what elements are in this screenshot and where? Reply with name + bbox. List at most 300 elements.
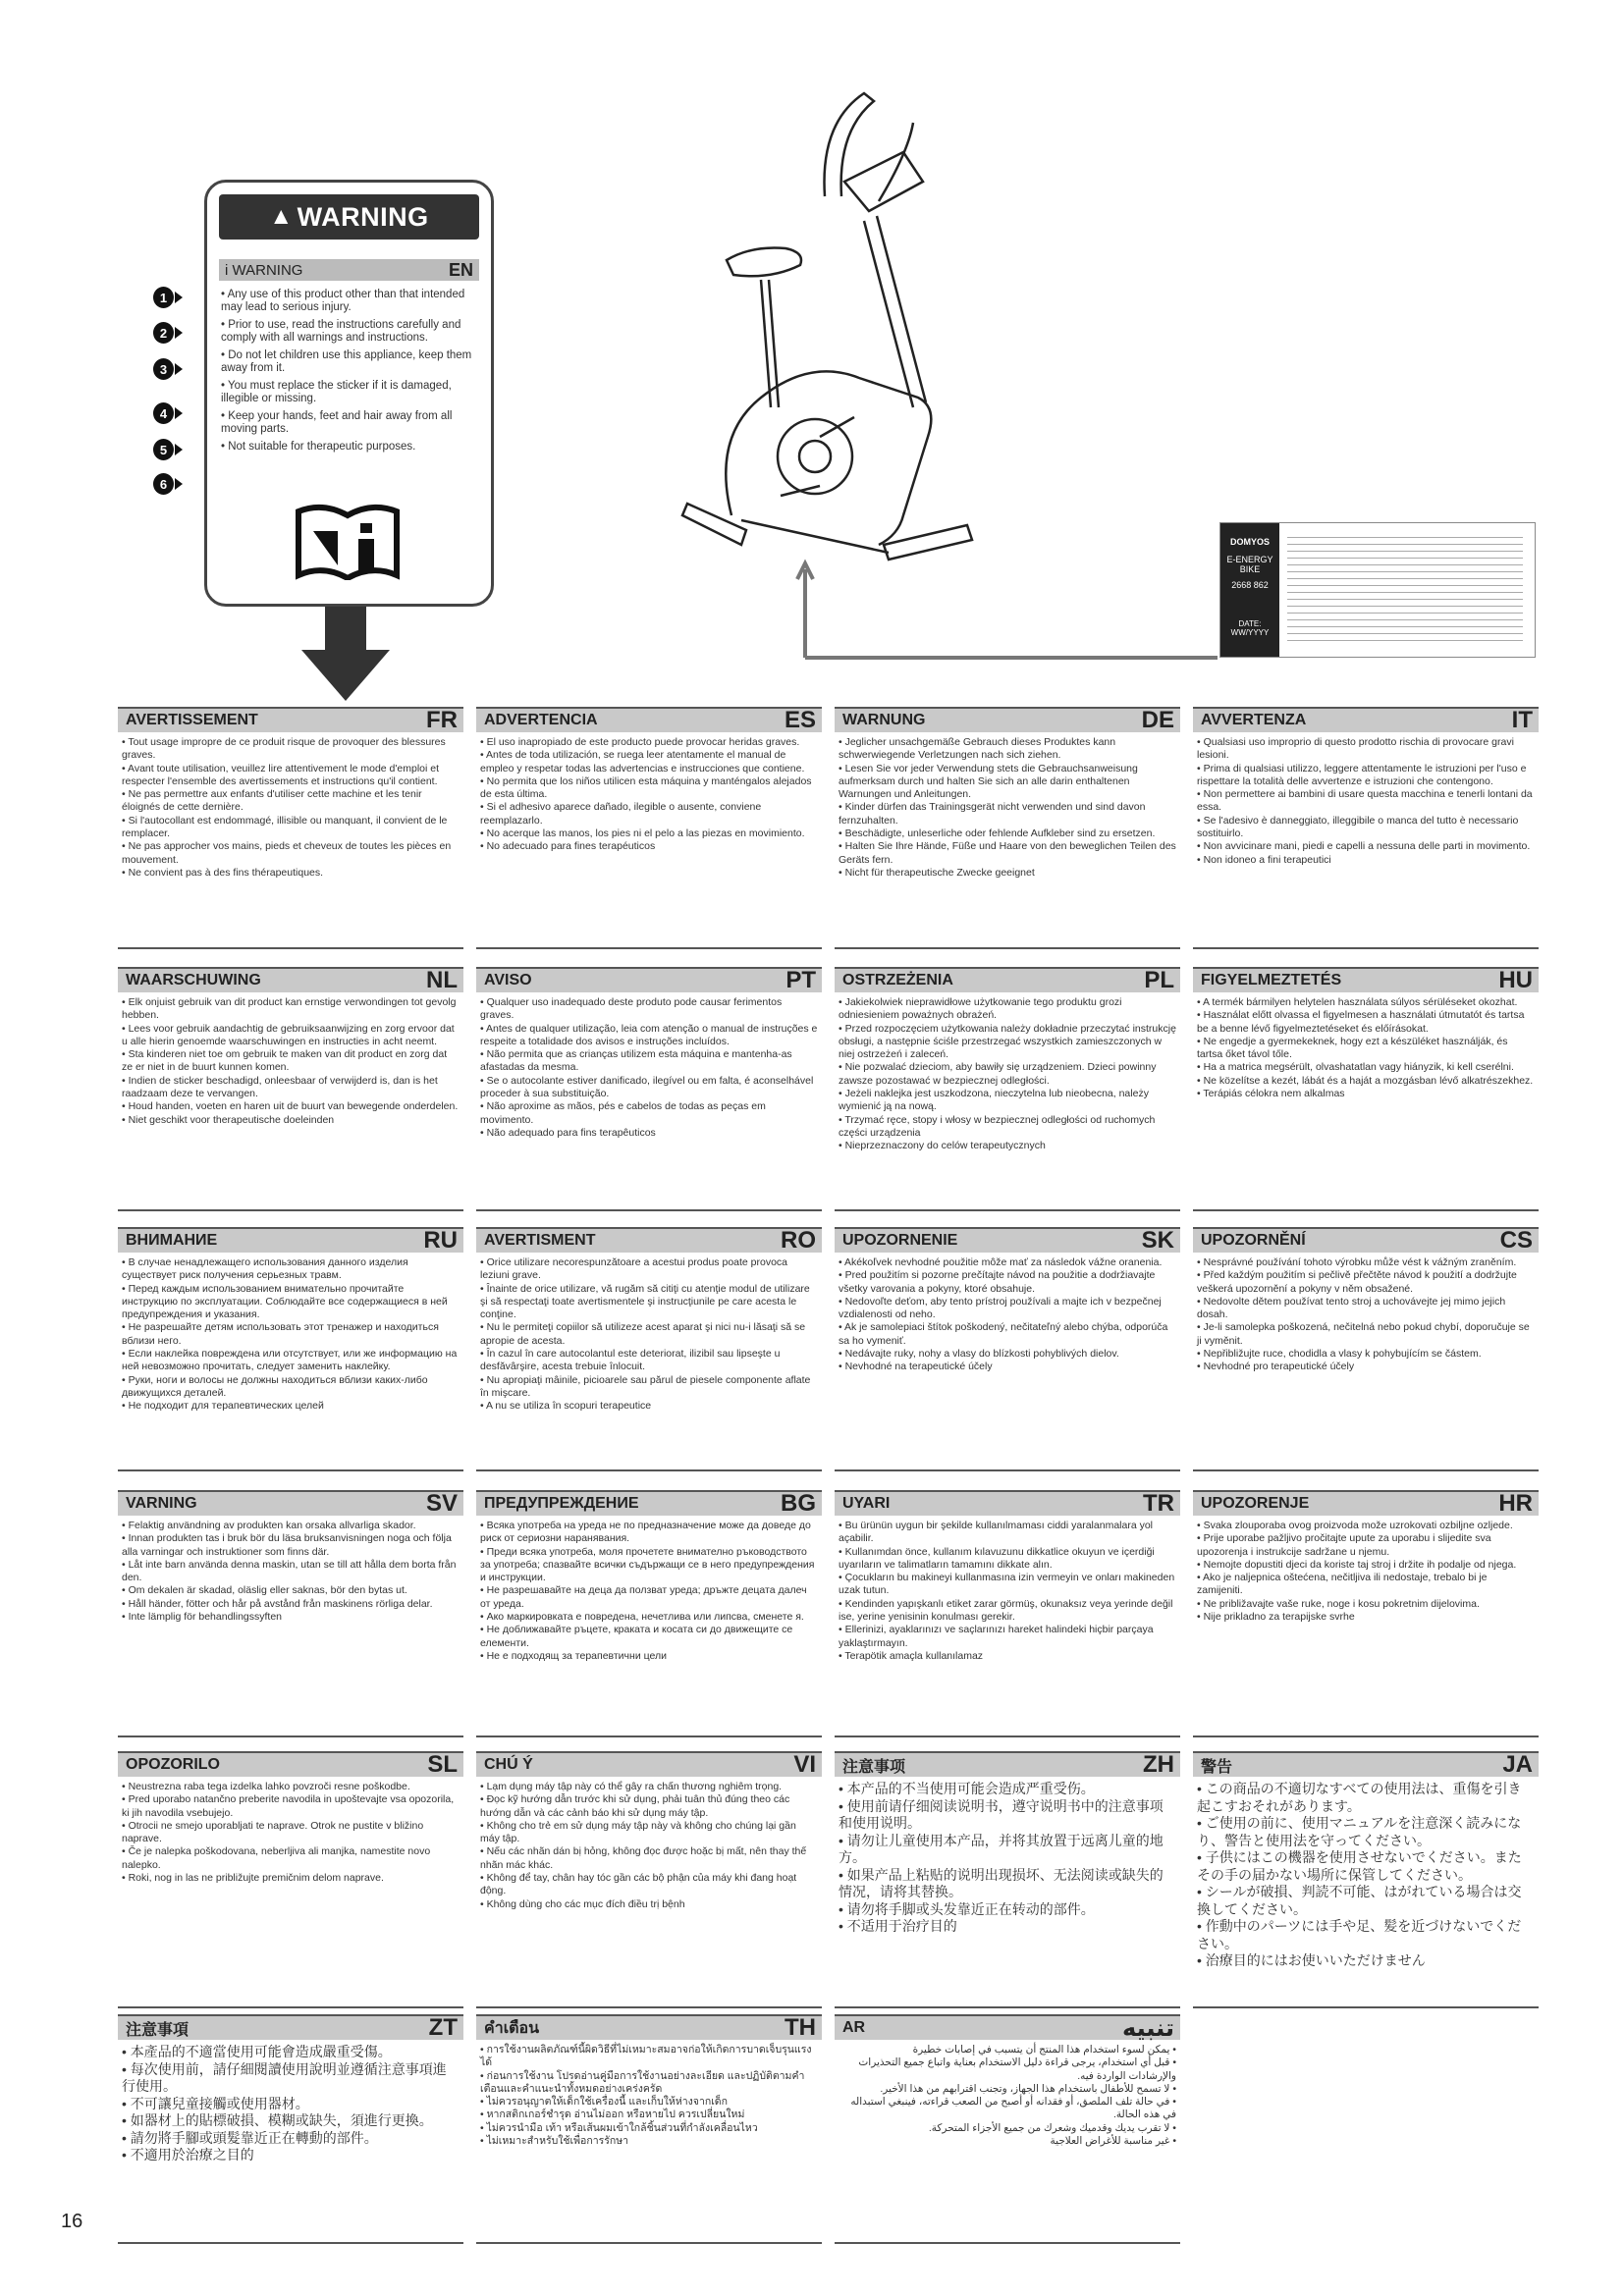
warning-line: • لا تقرب يديك وقدميك وشعرك من جميع الأجزاء المتحركة. [928, 2121, 1176, 2134]
warning-line: • Nije prikladno za terapijske svrhe [1197, 1611, 1355, 1624]
language-code: ZT [428, 2014, 458, 2041]
warning-triangle-icon: ▲ [269, 203, 294, 230]
warning-line: • ก่อนการใช้งาน โปรดอ่านคู่มือการใช้งานอย่างละเอียด และปฏิบัติตามคำเตือนและคำแนะนำทั้งหมดอย่างเคร่งครัด [480, 2069, 805, 2095]
warning-line: • Bu ürünün uygun bir şekilde kullanılmaması ciddi yaralanmalara yol açabilir. [839, 1520, 1154, 1545]
warning-line: • Non permettere ai bambini di usare questa macchina e tenerli lontani da essa. [1197, 788, 1533, 814]
warning-block-title: AVISO [484, 972, 532, 988]
warning-line: • Antes de qualquer utilização, leia com atenção o manual de instruções e respeite a totalidade dos avisos e instruções incluídos. [480, 1022, 818, 1047]
warning-line: • Ako je naljepnica oštećena, nečitljiva ili nedostaje, trebalo bi je zamijeniti. [1197, 1572, 1488, 1597]
warning-block-body [1193, 732, 1539, 867]
language-code: RU [423, 1227, 458, 1254]
warning-line: • 本產品的不適當使用可能會造成嚴重受傷。 [122, 2044, 392, 2059]
warning-block-body [1193, 1777, 1539, 1970]
warning-line: • Ak je samolepiaci štítok poškodený, nečitateľný alebo chýba, odporúča sa ho vymeniť. [839, 1321, 1168, 1347]
marker-4: 4 [153, 401, 183, 425]
warning-line: • Sta kinderen niet toe om gebruik te maken van dit product en zorg dat ze er niet in de buurt kunnen komen. [122, 1048, 448, 1074]
warning-line: • Ако маркировката е повредена, нечетлива или липсва, сменете я. [480, 1611, 804, 1624]
warning-line: • Jeglicher unsachgemäße Gebrauch dieses Produktes kann schwerwiegende Verletzungen nach sich ziehen. [839, 736, 1116, 762]
sticker-line: • Do not let children use this appliance, keep them away from it. [221, 349, 472, 374]
warning-block-divider [476, 1735, 822, 1737]
warning-block-body [476, 2040, 822, 2148]
warning-line: • Jeżeli naklejka jest uszkodzona, nieczytelna lub nieobecna, należy wymienić ją na nową. [839, 1088, 1149, 1113]
product-label [1219, 522, 1536, 658]
warning-block-header [476, 1490, 822, 1516]
warning-block [118, 2014, 463, 2250]
warning-block-header [476, 967, 822, 992]
warning-line: • No acerque las manos, los pies ni el pelo a las piezas en movimiento. [480, 828, 805, 840]
warning-block-header [1193, 707, 1539, 732]
warning-block [835, 967, 1180, 1217]
warning-line: • لا تسمح للأطفال باستخدام هذا الجهاز، وتجنب اقترابهم من هذا الأخير. [880, 2082, 1176, 2095]
language-code: FR [426, 707, 458, 733]
warning-line: • Qualquer uso inadequado deste produto pode causar ferimentos graves. [480, 996, 783, 1022]
warning-block-title: UPOZORNENIE [842, 1232, 958, 1249]
warning-line: • 本产品的不当使用可能会造成严重受伤。 [839, 1781, 1095, 1796]
label-pointer-line [795, 550, 1227, 667]
warning-line: • В случае ненадлежащего использования данного изделия существует риск получения серьезных травм. [122, 1256, 408, 1282]
warning-line: • この商品の不適切なすべての使用法は、重傷を引き起こすおそれがあります。 [1197, 1781, 1522, 1814]
language-code: CS [1499, 1227, 1533, 1254]
warning-block [118, 1751, 463, 2014]
warning-block-body [1193, 992, 1539, 1100]
warning-block-divider [835, 2006, 1180, 2008]
warning-block-title: AR [842, 2019, 866, 2036]
warning-line: • Roki, nog in las ne približujte premičnim delom naprave. [122, 1872, 384, 1885]
sticker-line: • Prior to use, read the instructions carefully and comply with all warnings and instructions. [221, 319, 461, 344]
language-code: تنبيه [1122, 2014, 1174, 2042]
warning-block-title: AVERTISSEMENT [126, 712, 258, 728]
warning-line: • Če je nalepka poškodovana, neberljiva ali manjka, namestite novo nalepko. [122, 1845, 431, 1871]
warning-line: • Terapötik amaçla kullanılamaz [839, 1649, 984, 1662]
language-code: BG [781, 1490, 816, 1517]
language-code: DE [1141, 707, 1174, 733]
warning-block-divider [476, 1209, 822, 1211]
warning-block-header [1193, 1751, 1539, 1777]
warning-line: • Antes de toda utilización, se ruega leer atentamente el manual de empleo y respetar todas las advertencias e instrucciones que contiene. [480, 749, 805, 774]
warning-block-body [835, 732, 1180, 880]
language-code: ZH [1143, 1751, 1174, 1778]
warning-block-divider [476, 1469, 822, 1471]
warning-line: • Innan produkten tas i bruk bör du läsa bruksanvisningen noga och följa alla varningar och instruktioner som finns där. [122, 1532, 452, 1558]
warning-block-divider [1193, 1209, 1539, 1211]
warning-block-divider [1193, 1735, 1539, 1737]
warning-block-header [1193, 1227, 1539, 1253]
warning-block-title: 注意事項 [126, 2021, 189, 2039]
warning-block-divider [476, 2006, 822, 2008]
warning-block-title: AVVERTENZA [1201, 712, 1307, 728]
warning-line: • ご使用の前に、使用マニュアルを注意深く読みになり、警告と使用法を守ってください。 [1197, 1815, 1522, 1848]
warning-block [835, 1227, 1180, 1477]
language-code: RO [781, 1227, 816, 1254]
language-code: SL [427, 1751, 458, 1778]
warning-line: • Se o autocolante estiver danificado, ilegível ou em falta, é aconselhável proceder à sua substituição. [480, 1074, 814, 1100]
warning-line: • Nesprávné používání tohoto výrobku může vést k vážným zraněním. [1197, 1256, 1517, 1268]
warning-line: • Ne engedje a gyermekeknek, hogy ezt a készüléket használják, és tartsa őket távol tőle. [1197, 1035, 1508, 1061]
warning-block [1193, 707, 1539, 955]
warning-line: • Qualsiasi uso improprio di questo prodotto rischia di provocare gravi lesioni. [1197, 736, 1514, 762]
warning-line: • 请勿将手脚或头发靠近正在转动的部件。 [839, 1900, 1095, 1917]
warning-line: • Felaktig användning av produkten kan orsaka allvarliga skador. [122, 1520, 416, 1531]
warning-block-header [476, 707, 822, 732]
warning-line: • Ne közelítse a kezét, lábát és a haját a mozgásban lévő alkatrészekhez. [1197, 1074, 1534, 1087]
warning-line: • Non idoneo a fini terapeutici [1197, 853, 1331, 866]
warning-block-divider [835, 1469, 1180, 1471]
read-manual-icon [294, 502, 402, 580]
warning-line: • Si l'autocollant est endommagé, illisible ou manquant, il convient de le remplacer. [122, 814, 448, 840]
sticker-heading: ▲ WARNING [219, 194, 479, 240]
warning-line: • 不适用于治疗目的 [839, 1918, 957, 1934]
warning-line: • Avant toute utilisation, veuillez lire attentivement le mode d'emploi et respecter l'ensemble des avertissements et instructions qu'il contient. [122, 762, 439, 787]
warning-block-body [835, 1777, 1180, 1936]
marker-6: 6 [153, 472, 183, 496]
sticker-line: • Any use of this product other than that intended may lead to serious injury. [221, 289, 465, 313]
warning-line: • No adecuado para fines terapéuticos [480, 840, 656, 853]
warning-block-divider [1193, 1469, 1539, 1471]
warning-line: • Låt inte barn använda denna maskin, utan se till att hålla dem borta från den. [122, 1558, 457, 1584]
warning-line: • Håll händer, fötter och hår på avstånd från maskinens rörliga delar. [122, 1597, 433, 1610]
warning-block-body [835, 2040, 1180, 2148]
warning-block [835, 707, 1180, 955]
warning-line: • Před každým použitím si pečlivě přečtěte návod k použití a dodržujte veškerá upozornění a pokyny v něm obsažené. [1197, 1269, 1517, 1295]
warning-line: • Không dùng cho các mục đích điều trị bệnh [480, 1897, 685, 1910]
warning-block-title: AVERTISMENT [484, 1232, 596, 1249]
warning-line: • No permita que los niños utilicen esta máquina y manténgalos alejados de esta última. [480, 774, 812, 801]
warning-line: • 作動中のパーツには手や足、髪を近づけないでください。 [1197, 1918, 1522, 1951]
warning-line: • Не подходит для терапевтических целей [122, 1400, 324, 1413]
warning-block [1193, 967, 1539, 1217]
warning-line: • Si el adhesivo aparece dañado, ilegible o ausente, conviene reemplazarlo. [480, 801, 762, 827]
warning-block-title: 注意事项 [842, 1758, 906, 1776]
warning-line: • Terápiás célokra nem alkalmas [1197, 1088, 1345, 1100]
down-arrow-icon [301, 607, 390, 703]
warning-line: • El uso inapropiado de este producto puede provocar heridas graves. [480, 736, 800, 748]
warning-line: • Всяка употреба на уреда не по предназначение може да доведе до риск от сериозни наранявания. [480, 1520, 811, 1545]
warning-block-divider [1193, 947, 1539, 949]
warning-block [118, 1490, 463, 1743]
warning-line: • يمكن لسوء استخدام هذا المنتج أن يتسبب في إصابات خطيرة [912, 2044, 1176, 2056]
warning-block-body [476, 732, 822, 854]
language-code: NL [426, 967, 458, 993]
warning-line: • Nếu các nhãn dán bị hỏng, không đọc được hoặc bị mất, nên thay thế nhãn mác khác. [480, 1845, 807, 1871]
label-date: DATE: WW/YYYY [1230, 619, 1270, 637]
warning-block-divider [118, 2006, 463, 2008]
warning-block-title: WARNUNG [842, 712, 926, 728]
warning-block-body [118, 1253, 463, 1414]
warning-line: • Nedovolte dětem používat tento stroj a uchovávejte jej mimo jejich dosah. [1197, 1295, 1506, 1321]
warning-line: • În cazul în care autocolantul este deteriorat, ilizibil sau lipseşte u desfăvârşire, acesta trebuie înlocuit. [480, 1348, 781, 1373]
warning-block-header [118, 1490, 463, 1516]
warning-line: • Kullanımdan önce, kullanım kılavuzunu dikkatlice okuyun ve içerdiği uyarıların ve talimatların tamamını dikkate alın. [839, 1545, 1155, 1571]
warning-line: • การใช้งานผลิตภัณฑ์นี้ผิดวิธีที่ไม่เหมาะสมอาจก่อให้เกิดการบาดเจ็บรุนแรงได้ [480, 2044, 812, 2069]
warning-line: • 不適用於治療之目的 [122, 2147, 254, 2163]
warning-block-divider [118, 1735, 463, 1737]
warning-line: • 请勿让儿童使用本产品，并将其放置于远离儿童的地方。 [839, 1832, 1164, 1865]
warning-block-divider [476, 2242, 822, 2244]
warning-line: • Jakiekolwiek nieprawidłowe użytkowanie tego produktu grozi odniesieniem poważnych obrażeń. [839, 996, 1122, 1022]
warning-line: • Руки, ноги и волосы не должны находиться вблизи каких-либо движущихся деталей. [122, 1373, 428, 1399]
warning-line: • Ne približavajte vaše ruke, noge i kosu pokretnim dijelovima. [1197, 1597, 1480, 1610]
warning-line: • Если наклейка повреждена или отсутствует, или же информацию на ней невозможно прочитать, следует заменить наклейку. [122, 1348, 458, 1373]
warning-block [476, 1227, 822, 1477]
warning-line: • ไม่เหมาะสำหรับใช้เพื่อการรักษา [480, 2135, 629, 2148]
warning-block-body [476, 1777, 822, 1911]
warning-block-divider [118, 1209, 463, 1211]
warning-line: • Lạm dụng máy tập này có thể gây ra chấn thương nghiêm trọng. [480, 1781, 783, 1792]
language-code: HR [1498, 1490, 1533, 1517]
warning-line: • 子供にはこの機器を使用させないでください。またその手の届かない場所に保管してください。 [1197, 1849, 1522, 1883]
warning-line: • Nedávajte ruky, nohy a vlasy do blízkosti pohyblivých dielov. [839, 1348, 1119, 1361]
warning-line: • Não permita que as crianças utilizem esta máquina e mantenha-as afastadas da mesma. [480, 1048, 792, 1074]
warning-block-divider [476, 947, 822, 949]
sticker-line: • Not suitable for therapeutic purposes. [221, 441, 416, 453]
language-code: SV [425, 1490, 458, 1517]
warning-block-divider [1193, 2006, 1539, 2008]
warning-line: • Çocukların bu makineyi kullanmasına izin vermeyin ve onları makineden uzak tutun. [839, 1572, 1175, 1597]
warning-line: • Não adequado para fins terapêuticos [480, 1126, 656, 1139]
warning-line: • A nu se utiliza în scopuri terapeutice [480, 1400, 652, 1413]
marker-2: 2 [153, 321, 183, 345]
language-code: ES [784, 707, 816, 733]
warning-line: • Không cho trẻ em sử dụng máy tập này và không cho chúng lại gần máy tập. [480, 1819, 796, 1845]
warning-sticker [204, 180, 494, 607]
warning-block [476, 707, 822, 955]
warning-block-header [835, 1227, 1180, 1253]
warning-line: • في حالة تلف الملصق، أو فقدانه أو أصبح من الصعب قراءته، فينبغي استبداله في هذه الحالة. [850, 2096, 1176, 2121]
warning-line: • Otrocii ne smejo uporabljati te naprave. Otrok ne pustite v bližino naprave. [122, 1819, 424, 1845]
warning-block-title: UPOZORENJE [1201, 1495, 1310, 1512]
warning-line: • Não aproxime as mãos, pés e cabelos de todas as peças em movimento. [480, 1100, 766, 1126]
warning-line: • Đọc kỹ hướng dẫn trước khi sử dụng, phải tuân thủ đúng theo các hướng dẫn và các cảnh báo khi sử dụng máy tập. [480, 1793, 790, 1819]
warning-line: • Ne convient pas à des fins thérapeutiques. [122, 866, 324, 879]
warning-line: • Non avvicinare mani, piedi e capelli a nessuna delle parti in movimento. [1197, 840, 1531, 853]
warning-line: • Orice utilizare necorespunzătoare a acestui produs poate provoca leziuni grave. [480, 1256, 788, 1282]
warning-line: • A termék bármilyen helytelen használata súlyos sérüléseket okozhat. [1197, 996, 1518, 1008]
warning-line: • Ne pas approcher vos mains, pieds et cheveux de toutes les pièces en mouvement. [122, 840, 452, 866]
warning-line: • 請勿將手腳或頭髮靠近正在轉動的部件。 [122, 2129, 378, 2146]
warning-line: • Не доближавайте ръцете, краката и косата си до движещите се елементи. [480, 1624, 793, 1649]
warning-block-body [118, 1516, 463, 1624]
label-product-code: 2668 862 [1231, 580, 1269, 590]
warning-line: • Nevhodné pro terapeutické účely [1197, 1361, 1355, 1373]
warning-line: • Pred uporabo natančno preberite navodila in upoštevajte vsa opozorila, ki jih navodila vsebujejo. [122, 1793, 455, 1819]
warning-line: • Не е подходящ за терапевтични цели [480, 1649, 667, 1662]
warning-block [1193, 1490, 1539, 1743]
warning-line: • قبل أي استخدام، يرجى قراءة دليل الاستخدام بعناية واتباع جميع التحذيرات والإرشادات الواردة فيه. [858, 2056, 1176, 2082]
warning-block-title: UPOZORNĚNÍ [1201, 1232, 1306, 1249]
language-code: TR [1143, 1490, 1174, 1517]
warning-block-header [118, 967, 463, 992]
warning-block [476, 967, 822, 1217]
warning-line: • Nicht für therapeutische Zwecke geeignet [839, 866, 1035, 879]
warning-block-divider [118, 2242, 463, 2244]
warning-block-body [118, 1777, 463, 1885]
warning-line: • Halten Sie Ihre Hände, Füße und Haare von den beweglichen Teilen des Geräts fern. [839, 840, 1176, 866]
warning-block-header [118, 1227, 463, 1253]
warning-block-title: CHÚ Ý [484, 1756, 533, 1773]
warning-line: • Indien de sticker beschadigd, onleesbaar of verwijderd is, dan is het raadzaam deze te vervangen. [122, 1074, 438, 1100]
warning-line: • シールが破損、判読不可能、はがれている場合は交換してください。 [1197, 1884, 1522, 1917]
warning-line: • Trzymać ręce, stopy i włosy w bezpiecznej odległości od ruchomych części urządzenia [839, 1113, 1156, 1139]
warning-block-header [835, 967, 1180, 992]
warning-line: • Nie pozwalać dzieciom, aby bawiły się urządzeniem. Dzieci powinny zawsze pozostawać w bezpiecznej odległości. [839, 1061, 1157, 1087]
warning-block [835, 1751, 1180, 2014]
warning-line: • 如器材上的貼標破損、模糊或缺失，須進行更換。 [122, 2112, 433, 2128]
warning-line: • Nu le permiteţi copiilor să utilizeze acest aparat şi nici nu-i lăsaţi să se apropie de acesta. [480, 1321, 806, 1347]
warning-line: • Nu apropiaţi mâinile, picioarele sau părul de piesele componente aflate în mişcare. [480, 1373, 811, 1399]
sticker-line: • You must replace the sticker if it is damaged, illegible or missing. [221, 380, 452, 404]
language-code: PL [1144, 967, 1174, 993]
warning-block-divider [118, 1469, 463, 1471]
marker-1: 1 [153, 286, 183, 309]
warning-block-divider [835, 2242, 1180, 2244]
warning-line: • Svaka zlouporaba ovog proizvoda može uzrokovati ozbiljne ozljede. [1197, 1520, 1513, 1531]
warning-block [118, 1227, 463, 1477]
warning-block-body [476, 1516, 822, 1663]
warning-line: • Nedovoľte deťom, aby tento prístroj používali a majte ich v bezpečnej vzdialenosti od neho. [839, 1295, 1162, 1321]
warning-line: • Akékoľvek nevhodné použitie môže mať za následok vážne oranenia. [839, 1256, 1163, 1268]
language-code: IT [1511, 707, 1533, 733]
warning-block-body [476, 992, 822, 1140]
warning-block [118, 707, 463, 955]
warning-block-header [476, 1227, 822, 1253]
sticker-subheading: i WARNING EN [219, 259, 479, 281]
warning-line: • ไม่ควรอนุญาตให้เด็กใช้เครื่องนี้ และเก็บให้ห่างจากเด็ก [480, 2096, 728, 2109]
warning-block-divider [835, 947, 1180, 949]
warning-block-title: คำเตือน [484, 2019, 540, 2037]
warning-line: • Ne pas permettre aux enfants d'utiliser cette machine et les tenir éloignés de cette dernière. [122, 788, 422, 814]
warning-line: • Se l'adesivo è danneggiato, illeggibile o manca del tutto è necessario sostituirlo. [1197, 814, 1519, 840]
marker-5: 5 [153, 438, 183, 461]
label-brand: DOMYOS [1229, 537, 1270, 547]
warning-line: • Ellerinizi, ayaklarınızı ve saçlarınızı hareket halindeki hiçbir parçaya yaklaştırmayın. [839, 1624, 1154, 1649]
page-number: 16 [61, 2211, 83, 2232]
warning-block-title: OPOZORILO [126, 1756, 220, 1773]
warning-line: • Przed rozpoczęciem użytkowania należy dokładnie przeczytać instrukcję obsługi, a następnie ściśle przestrzegać wszystkich zamieszczonych w niej ostrzeżeń i zaleceń. [839, 1022, 1176, 1061]
warning-line: • Kinder dürfen das Trainingsgerät nicht verwenden und sind davon fernzuhalten. [839, 801, 1146, 827]
warning-line: • Lesen Sie vor jeder Verwendung stets die Gebrauchsanweisung aufmerksam durch und halten Sie sich an alle darin enthaltenen Warnungen und Anleitungen. [839, 762, 1138, 801]
warning-block-header [476, 1751, 822, 1777]
warning-line: • Tout usage impropre de ce produit risque de provoquer des blessures graves. [122, 736, 446, 762]
warning-block [476, 2014, 822, 2250]
language-code: PT [785, 967, 816, 993]
warning-line: • 使用前请仔细阅读说明书，遵守说明书中的注意事项和使用说明。 [839, 1797, 1164, 1831]
warning-block-header [835, 1751, 1180, 1777]
warning-line: • Не разрешайте детям использовать этот тренажер и находиться вблизи него. [122, 1321, 439, 1347]
warning-block-divider [835, 1735, 1180, 1737]
warning-line: • Nieprzeznaczony do celów terapeutycznych [839, 1140, 1046, 1152]
warning-line: • Pred použitím si pozorne prečítajte návod na použitie a dodržiavajte všetky varovania a pokyny, ktoré obsahuje. [839, 1269, 1156, 1295]
warning-block-body [476, 1253, 822, 1414]
language-code: TH [785, 2014, 816, 2041]
warning-line: • Niet geschikt voor therapeutische doeleinden [122, 1113, 335, 1126]
warning-line: • Prije uporabe pažljivo pročitajte upute za uporabu i slijedite sva upozorenja i instrukcije sadržane u njemu. [1197, 1532, 1491, 1558]
warning-block-header [118, 2014, 463, 2040]
language-code: VI [793, 1751, 816, 1778]
warning-line: • Nemojte dopustiti djeci da koriste taj stroj i držite ih podalje od njega. [1197, 1558, 1517, 1571]
warning-block-title: ПРЕДУПРЕЖДЕНИЕ [484, 1495, 639, 1512]
warning-line: • Kendinden yapışkanlı etiket zarar görmüş, okunaksız veya yerinde değil ise, yerine yenisinin konulması gerekir. [839, 1597, 1173, 1624]
warning-line: • Használat előtt olvassa el figyelmesen a használati útmutatót és tartsa be a benne lévő figyelmeztetéseket és előírásokat. [1197, 1009, 1525, 1035]
warning-block-body [1193, 1516, 1539, 1624]
warning-block-header [835, 707, 1180, 732]
warning-block [1193, 1751, 1539, 2014]
warning-line: • 不可讓兒童接觸或使用器材。 [122, 2095, 309, 2111]
warning-line: • หากสติกเกอร์ชำรุด อ่านไม่ออก หรือหายไป ควรเปลี่ยนใหม่ [480, 2109, 745, 2121]
language-code: JA [1502, 1751, 1533, 1778]
warning-block-header [118, 707, 463, 732]
warning-line: • Om dekalen är skadad, oläslig eller saknas, bör den bytas ut. [122, 1584, 407, 1597]
warning-line: • Lees voor gebruik aandachtig de gebruiksaanwijzing en zorg ervoor dat u alle hierin genoemde waarschuwingen en instructies in acht neemt. [122, 1022, 455, 1047]
warning-block [1193, 1227, 1539, 1477]
marker-3: 3 [153, 357, 183, 381]
warning-block-body [118, 732, 463, 880]
warning-block-header [476, 2014, 822, 2040]
language-code: HU [1498, 967, 1533, 993]
warning-block-body [835, 1253, 1180, 1374]
warning-line: • Prima di qualsiasi utilizzo, leggere attentamente le istruzioni per l'uso e rispettare la totalità delle avvertenze e istruzioni che contengono. [1197, 762, 1527, 787]
warning-block-header [835, 1490, 1180, 1516]
warning-line: • Înainte de orice utilizare, vă rugăm să citiţi cu atenţie modul de utilizare şi să respectaţi toate avertismentele şi instrucţiunile pe care acesta le conţine. [480, 1282, 810, 1321]
warning-line: • 每次使用前，請仔細閱讀使用說明並遵循注意事項進行使用。 [122, 2060, 447, 2094]
warning-block-body [118, 992, 463, 1127]
warning-block-body [118, 2040, 463, 2164]
warning-block-title: VARNING [126, 1495, 197, 1512]
warning-block-title: WAARSCHUWING [126, 972, 261, 988]
label-product-name: E-ENERGY BIKE [1226, 555, 1273, 574]
warning-line: • Houd handen, voeten en haren uit de buurt van bewegende onderdelen. [122, 1100, 459, 1113]
warning-line: • 治療目的にはお使いいただけません [1197, 1952, 1426, 1968]
warning-block-title: OSTRZEŻENIA [842, 972, 953, 988]
warning-block-title: 警告 [1201, 1758, 1233, 1776]
sticker-line: • Keep your hands, feet and hair away from all moving parts. [221, 410, 453, 435]
warning-line: • Inte lämplig för behandlingssyften [122, 1611, 283, 1624]
warning-block-body [835, 1516, 1180, 1663]
warning-line: • Преди всяка употреба, моля прочетете внимателно ръководството за употреба; спазвайте всички съдържащи се в него предупреждения и инструкции. [480, 1545, 815, 1584]
label-fine-print [1287, 533, 1523, 641]
warning-line: • غير مناسبة للأغراض العلاجية [1050, 2135, 1176, 2148]
warning-block-body [835, 992, 1180, 1153]
warning-block-body [1193, 1253, 1539, 1374]
exercise-bike-illustration [673, 83, 1001, 584]
warning-block-header [1193, 967, 1539, 992]
warning-block-divider [118, 947, 463, 949]
warning-line: • Neustrezna raba tega izdelka lahko povzroči resne poškodbe. [122, 1781, 410, 1792]
warning-line: • Không để tay, chân hay tóc gần các bộ phận của máy khi đang hoạt động. [480, 1872, 797, 1897]
warning-block [835, 1490, 1180, 1743]
warning-line: • Nevhodné na terapeutické účely [839, 1361, 993, 1373]
warning-line: • Je-li samolepka poškozená, nečitelná nebo pokud chybí, doporučuje se ji vyměnit. [1197, 1321, 1530, 1347]
warning-block-title: ADVERTENCIA [484, 712, 598, 728]
warning-line: • Ha a matrica megsérült, olvashatatlan vagy hiányzik, ki kell cserélni. [1197, 1061, 1514, 1074]
warning-line: • Beschädigte, unleserliche oder fehlende Aufkleber sind zu ersetzen. [839, 828, 1156, 840]
warning-block-header [835, 2014, 1180, 2040]
warning-block [476, 1490, 822, 1743]
language-code: SK [1141, 1227, 1174, 1254]
warning-block-divider [835, 1209, 1180, 1211]
warning-line: • 如果产品上粘贴的说明出现损坏、无法阅读或缺失的情况，请将其替换。 [839, 1866, 1164, 1899]
warning-line: • Не разрешавайте на деца да ползват уреда; дръжте децата далеч от уреда. [480, 1584, 807, 1610]
warning-block [476, 1751, 822, 2014]
warning-block-title: UYARI [842, 1495, 891, 1512]
warning-block-header [118, 1751, 463, 1777]
sticker-lines [221, 289, 478, 458]
warning-block-title: ВНИМАНИЕ [126, 1232, 218, 1249]
warning-line: • Elk onjuist gebruik van dit product kan ernstige verwondingen tot gevolg hebben. [122, 996, 457, 1022]
warning-line: • ไม่ควรนำมือ เท้า หรือเส้นผมเข้าใกล้ชิ้นส่วนที่กำลังเคลื่อนไหว [480, 2121, 758, 2134]
warning-block-title: FIGYELMEZTETÉS [1201, 972, 1342, 988]
warning-block-header [1193, 1490, 1539, 1516]
warning-line: • Перед каждым использованием внимательно прочитайте инструкцию по эксплуатации. Соблюдайте все содержащиеся в ней предупреждения и указания. [122, 1282, 448, 1321]
